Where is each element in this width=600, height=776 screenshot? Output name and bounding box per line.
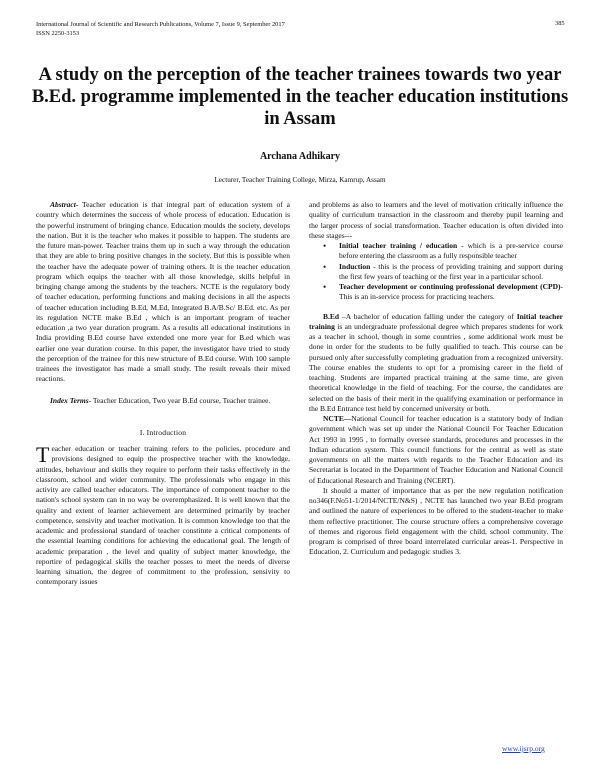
list-item: • Teacher development or continuing professional development (CPD)- This is an in-service process for practicing teachers. [339, 282, 563, 303]
left-column [36, 200, 290, 588]
issn: ISSN 2250-3153 [36, 30, 80, 37]
stages-list [309, 241, 563, 303]
journal-name: International Journal of Scientific and Research Publications, Volume 7, Issue 9, September 2017 [36, 21, 285, 28]
index-terms [36, 396, 290, 406]
journal-header [36, 20, 285, 38]
author-name: Archana Adhikary [259, 151, 341, 162]
abstract-label: Abstract- [50, 200, 79, 209]
index-terms-text: - Teacher Education, Two year B.Ed course, Teacher trainee. [88, 395, 271, 405]
right-column [309, 200, 563, 558]
author-affiliation: Lecturer, Teacher Training College, Mirza, Kamrup, Assam [214, 176, 386, 184]
right-intro-paragraph: and problems as also to learners and the level of motivation critically influence the quality of curriculum transaction in the classroom and thereby pupil learning and the larger process of social transformation. Teacher education is often divided into these stages--- [309, 200, 563, 240]
drop-cap: T [36, 442, 50, 467]
abstract-text: Teacher education is that integral part of education system of a country which determines the success of whole process of education. Education is the powerful instrument of bringing chance. Education moulds the society, develops the nation. But it is the teacher who makes it possible to happen. The students are the future man-power. Teacher trains them up in such a way through the education that they are able to bring positive changes in the society. But this is possible when the teacher have the adequate power of training others. It is the teacher education program which equips the teacher with all those knowledge, skills helpful in bringing change among the students by the teachers. NCTE is the regulatory body of teacher education, performing functions and making decisions in all the aspects of teacher education including B.Ed, M.Ed, Integrated B.A/B.Sc/ B.Ed. etc. As per its regulation NCTE make B.Ed , which is an important program of teacher education ,a two year duration program. As a results all educational institutions in India providing B.Ed course have extended one more year for B.ed which was earlier one year duration course. In this paper, the investigator have tried to study the perception of the trainee for this new structure of B.Ed course. With 100 sample trainees the investigator has made a small study. The result reveals their mixed reactions. [36, 200, 290, 384]
abstract [36, 200, 290, 385]
index-terms-label: Index Terms [50, 395, 89, 405]
bed-paragraph: B.Ed –A bachelor of education falling under the category of Initial teacher training is an undergraduate professional degree which prepares students for work as a teacher in school, though in some countries , some additional work must be done in order for the students to be fully qualified to teach. This course can be pursued only after successfully completing graduation from a recognized university. The course enables the students to opt for a promising career in the field of teaching. Students are imparted practical training at the same time, are given theoretical knowledge in the field of teaching. For the course, the candidates are selected on the basis of their merit in the qualifying examination or performance in the B.Ed Entrance test held by concerned university or both. [309, 311, 564, 413]
page-number: 385 [555, 20, 565, 27]
list-item: • Induction - this is the process of providing training and support during the first few years of teaching or the first year in a particular school. [339, 262, 563, 283]
ncte-paragraph: NCTE—National Council for teacher education is a statutory body of Indian government which was set up under the National Council For Teacher Education Act 1993 in 1995 , to formally oversee standards, procedures and processes in the Indian education system. This council functions for the central as well as state governments on all the matters with regards to the Teacher Education and its Secretariat is located in the Department of Teacher Education and National Council of Educational Research and Training (NCERT). [309, 414, 563, 485]
section-heading-introduction: I. Introduction [139, 427, 187, 437]
journal-url-link[interactable]: www.ijsrp.org [502, 744, 545, 753]
introduction-text: eacher education or teacher training refers to the policies, procedure and provisions designed to equip the prospective teacher with the knowledge, attitudes, behaviour and skills they require to perform their tasks effectively in the classroom, school and wider community. The professionals who engage in this activity are called teacher educators. The importance of component teacher to the nation's school system can in no way be overemphasized. It is well known that the quality and extent of learner achievement are determined primarily by teacher competence, sensivity and teacher motivation. It is common knowledge too that the academic and professional standard of teacher constitute a critical components of the essential learning conditions for achieving the educational goal. The length of academic preparation , the level and quality of subject matter knowledge, the reportire of pedagogical skills the teacher posses to meet the needs of diverse learning situation, the degree of commitment to the profession, sensivity to contemporary issues [36, 444, 290, 587]
paper-title: A study on the perception of the teacher trainees towards two year B.Ed. programme implemented in the teacher education institutions in Assam [31, 65, 569, 129]
regulation-paragraph: It should a matter of importance that as per the new regulation notification no346(F.No51-1/2014/NCTE/N&S) , NCTE has launched two year B.Ed program and outlined the nature of experiences to be offered to the student-teacher to make them reflective practitioner. The course structure offers a comprehensive coverage of themes and rigorous field engagement with the child, school community. The program is comprised of three board interrelated curricular areas-1. Perspective in Education, 2. Curriculum and pedagogic studies 3. [309, 485, 563, 557]
introduction-paragraph [36, 444, 290, 588]
list-item: • Initial teacher training / education - which is a pre-service course before entering the classroom as a fully responsible teacher [339, 241, 563, 262]
